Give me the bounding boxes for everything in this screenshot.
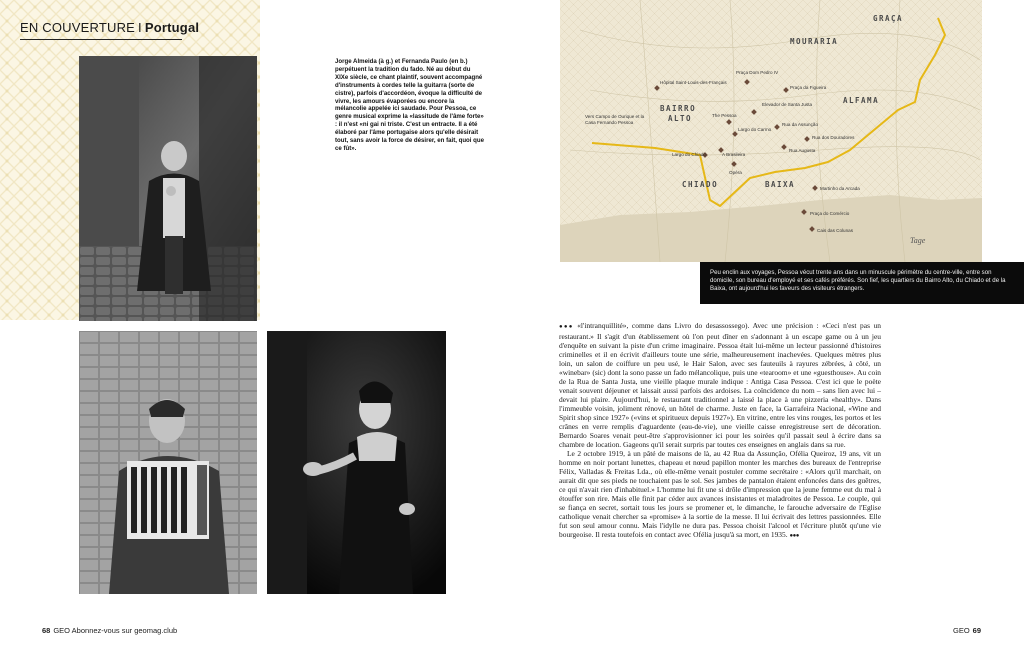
poi-cais-colunas: Cais das Colunas bbox=[817, 228, 854, 233]
poi-rua-augusta: Rua Augusta bbox=[789, 148, 816, 153]
poi-a-brasileira: A Brasileira bbox=[722, 152, 746, 157]
photo-fado-singer-man bbox=[79, 56, 257, 321]
poi-hopital: Hôpital Saint-Louis-des-Français bbox=[660, 80, 727, 85]
article-paragraph-1 bbox=[559, 321, 881, 449]
poi-largo-carmo: Largo do Carmo bbox=[738, 127, 772, 132]
poi-the-pessoa: The Pessoa bbox=[712, 113, 737, 118]
photo-accordion-player bbox=[79, 331, 257, 594]
folio-right bbox=[953, 626, 981, 635]
article-paragraph-2 bbox=[559, 449, 881, 541]
poi-martinho-arcada: Martinho da Arcada bbox=[820, 186, 860, 191]
poi-campo-ourique: Vers Campo de Ourique et la Casa Fernando Pessoa bbox=[585, 114, 645, 125]
poi-opera: Opéra bbox=[729, 170, 742, 175]
paragraph-2-text: Le 2 octobre 1919, à un pâté de maisons de là, au 42 Rua da Assunção, Ofélia Queiroz, 19 ans, vit un homme en noir portant lunettes, chapeau et nœud papillon monter les marches des bureaux de l'entreprise Félix, Valladas & Freitas Lda., où elle-même venait postuler comme secrétaire : «Alors qu'il marchait, on aurait dit que ses pieds ne touchaient pas le sol. Ses jambes de pantalon étaient enfoncées dans des guêtres, ce qui n'avait rien d'inhabituel.» L'homme lui fit une si drôle d'impression que la jeune femme eut du mal à étouffer son rire. Mais elle finit par céder aux avances insistantes et maladroites de Pessoa. Le couple, qui se fiança en secret, sortait tous les jours se promener et, le dimanche, le farouche adversaire de l'Eglise catholique venait chercher sa «promise» à la sortie de la messe. Il lui écrivait des lettres passionnées. Elle fut son seul amour connu. Mais l'idylle ne dura pas. Pessoa choisit l'alcool et l'écriture plutôt qu'une vie bourgeoise. Il resta toutefois en contact avec Ofélia jusqu'à sa mort, en 1935. bbox=[559, 449, 881, 540]
header-separator: I bbox=[138, 20, 142, 35]
photo-caption bbox=[335, 58, 485, 153]
page-number-left: 68 bbox=[42, 626, 51, 635]
poi-praca-figueira: Praça da Figueira bbox=[790, 85, 827, 90]
poi-elevador: Elevador de Santa Justa bbox=[762, 102, 813, 107]
poi-praca-comercio: Praça do Comércio bbox=[810, 211, 850, 216]
lead-bullets: ●●● bbox=[559, 324, 574, 330]
folio-brand: GEO bbox=[953, 626, 970, 635]
map-caption-text: Peu enclin aux voyages, Pessoa vécut trente ans dans un minuscule périmètre du centre-ville, entre son domicile, son bureau d'employé et ses cafés préférés. Son fief, les quartiers du Bairro Alto, du Chiado et de la Baixa, ont aujourd'hui les faveurs des visiteurs étrangers. bbox=[710, 269, 1006, 292]
section-country: Portugal bbox=[144, 20, 200, 35]
district-bairro: BAIRRO bbox=[660, 104, 697, 113]
section-label: EN COUVERTURE bbox=[20, 20, 136, 35]
poi-praca-dom-pedro: Praça Dom Pedro IV bbox=[736, 70, 779, 75]
caption-text: Jorge Almeida (à g.) et Fernanda Paulo (en b.) perpétuent la tradition du fado. Né au début du XIXe siècle, ce chant plaintif, souvent accompagné d'instruments à cordes telle la guitarra (sorte de cistre), parfois d'accordéon, évoque la difficulté de vivre, les amours évaporées ou encore la mélancolie appelée ici saudade. Pour Pessoa, ce genre musical exprime la «lassitude de l'âme forte» : il n'est «ni gai ni triste. C'est un entracte. Il a été élaboré par l'âme portugaise alors qu'elle désirait tout, sans avoir la force de désirer, en fait, quoi que ce fût». bbox=[335, 58, 484, 152]
poi-rua-douradores: Rua dos Douradores bbox=[812, 135, 855, 140]
end-bullets: ●●● bbox=[789, 533, 799, 540]
header-rule bbox=[20, 39, 182, 40]
page-number-right: 69 bbox=[972, 626, 982, 635]
district-graca: GRAÇA bbox=[873, 14, 904, 23]
folio-left bbox=[42, 626, 177, 635]
river-label: Tage bbox=[910, 236, 926, 245]
photo-fado-singer-woman bbox=[267, 331, 446, 594]
folio-left-text: GEO Abonnez-vous sur geomag.club bbox=[53, 626, 178, 635]
poi-rua-assuncao: Rua da Assunção bbox=[782, 122, 819, 127]
district-baixa: BAIXA bbox=[765, 180, 796, 189]
district-chiado: CHIADO bbox=[682, 180, 719, 189]
paragraph-1-text: «l'intranquillité», comme dans Livro do desassossego). Avec une précision : «Ceci n'est pas un restaurant.» Il s'agit d'un établissement où l'on peut dîner en s'adonnant à un escape game ou à un jeu d'enquête en suivant la piste d'un crime imaginaire. Pessoa était lui-même un lecteur passionné d'histoires criminelles et il en écrivit d'ailleurs toute une série, malheureusement inachevées. Quelques mètres plus loin, un salon de coiffure un peu usé, le Hair Salon, avec ses fauteuils à rayures zébrées, à côté, un «winebar» (sic) dont la sono passe un fado mélancolique, puis une «tearoom» et une «guesthouse». Au coin de la Rua de Santa Justa, une vieille plaque murale indique : Antiga Casa Pessoa. C'est ici que le poète venait souvent déjeuner et laissait aussi parfois des ardoises. La coïncidence du nom – sans lien avec lui – devait lui plaire. Aujourd'hui, le restaurant traditionnel a laissé la place à une pizzeria «healthy». Dans l'immeuble voisin, joliment rénové, un hôtel de charme. Juste en face, la Garrafeira Nacional, «Wine and Spirit shop since 1927» («vins et spiritueux depuis 1927»). En vitrine, entre les vins rouges, les portos et les crânes en verre remplis d'aguardente (eau-de-vie), une vieille caisse enregistreuse sert de décoration. Bernardo Soares venait peut-être s'approvisionner ici pour les soirées qu'il passait seul à écrire dans sa chambre de location. Gageons qu'il serait surpris par toutes ces enseignes en anglais dans sa rue. bbox=[559, 321, 882, 450]
map-caption-box bbox=[700, 262, 1024, 304]
section-header bbox=[20, 20, 199, 35]
district-mouraria: MOURARIA bbox=[790, 37, 839, 46]
article-body bbox=[559, 321, 881, 541]
poi-largo-chiado: Largo do Chiado bbox=[672, 152, 706, 157]
district-alfama: ALFAMA bbox=[843, 96, 880, 105]
district-alto: ALTO bbox=[668, 114, 693, 123]
